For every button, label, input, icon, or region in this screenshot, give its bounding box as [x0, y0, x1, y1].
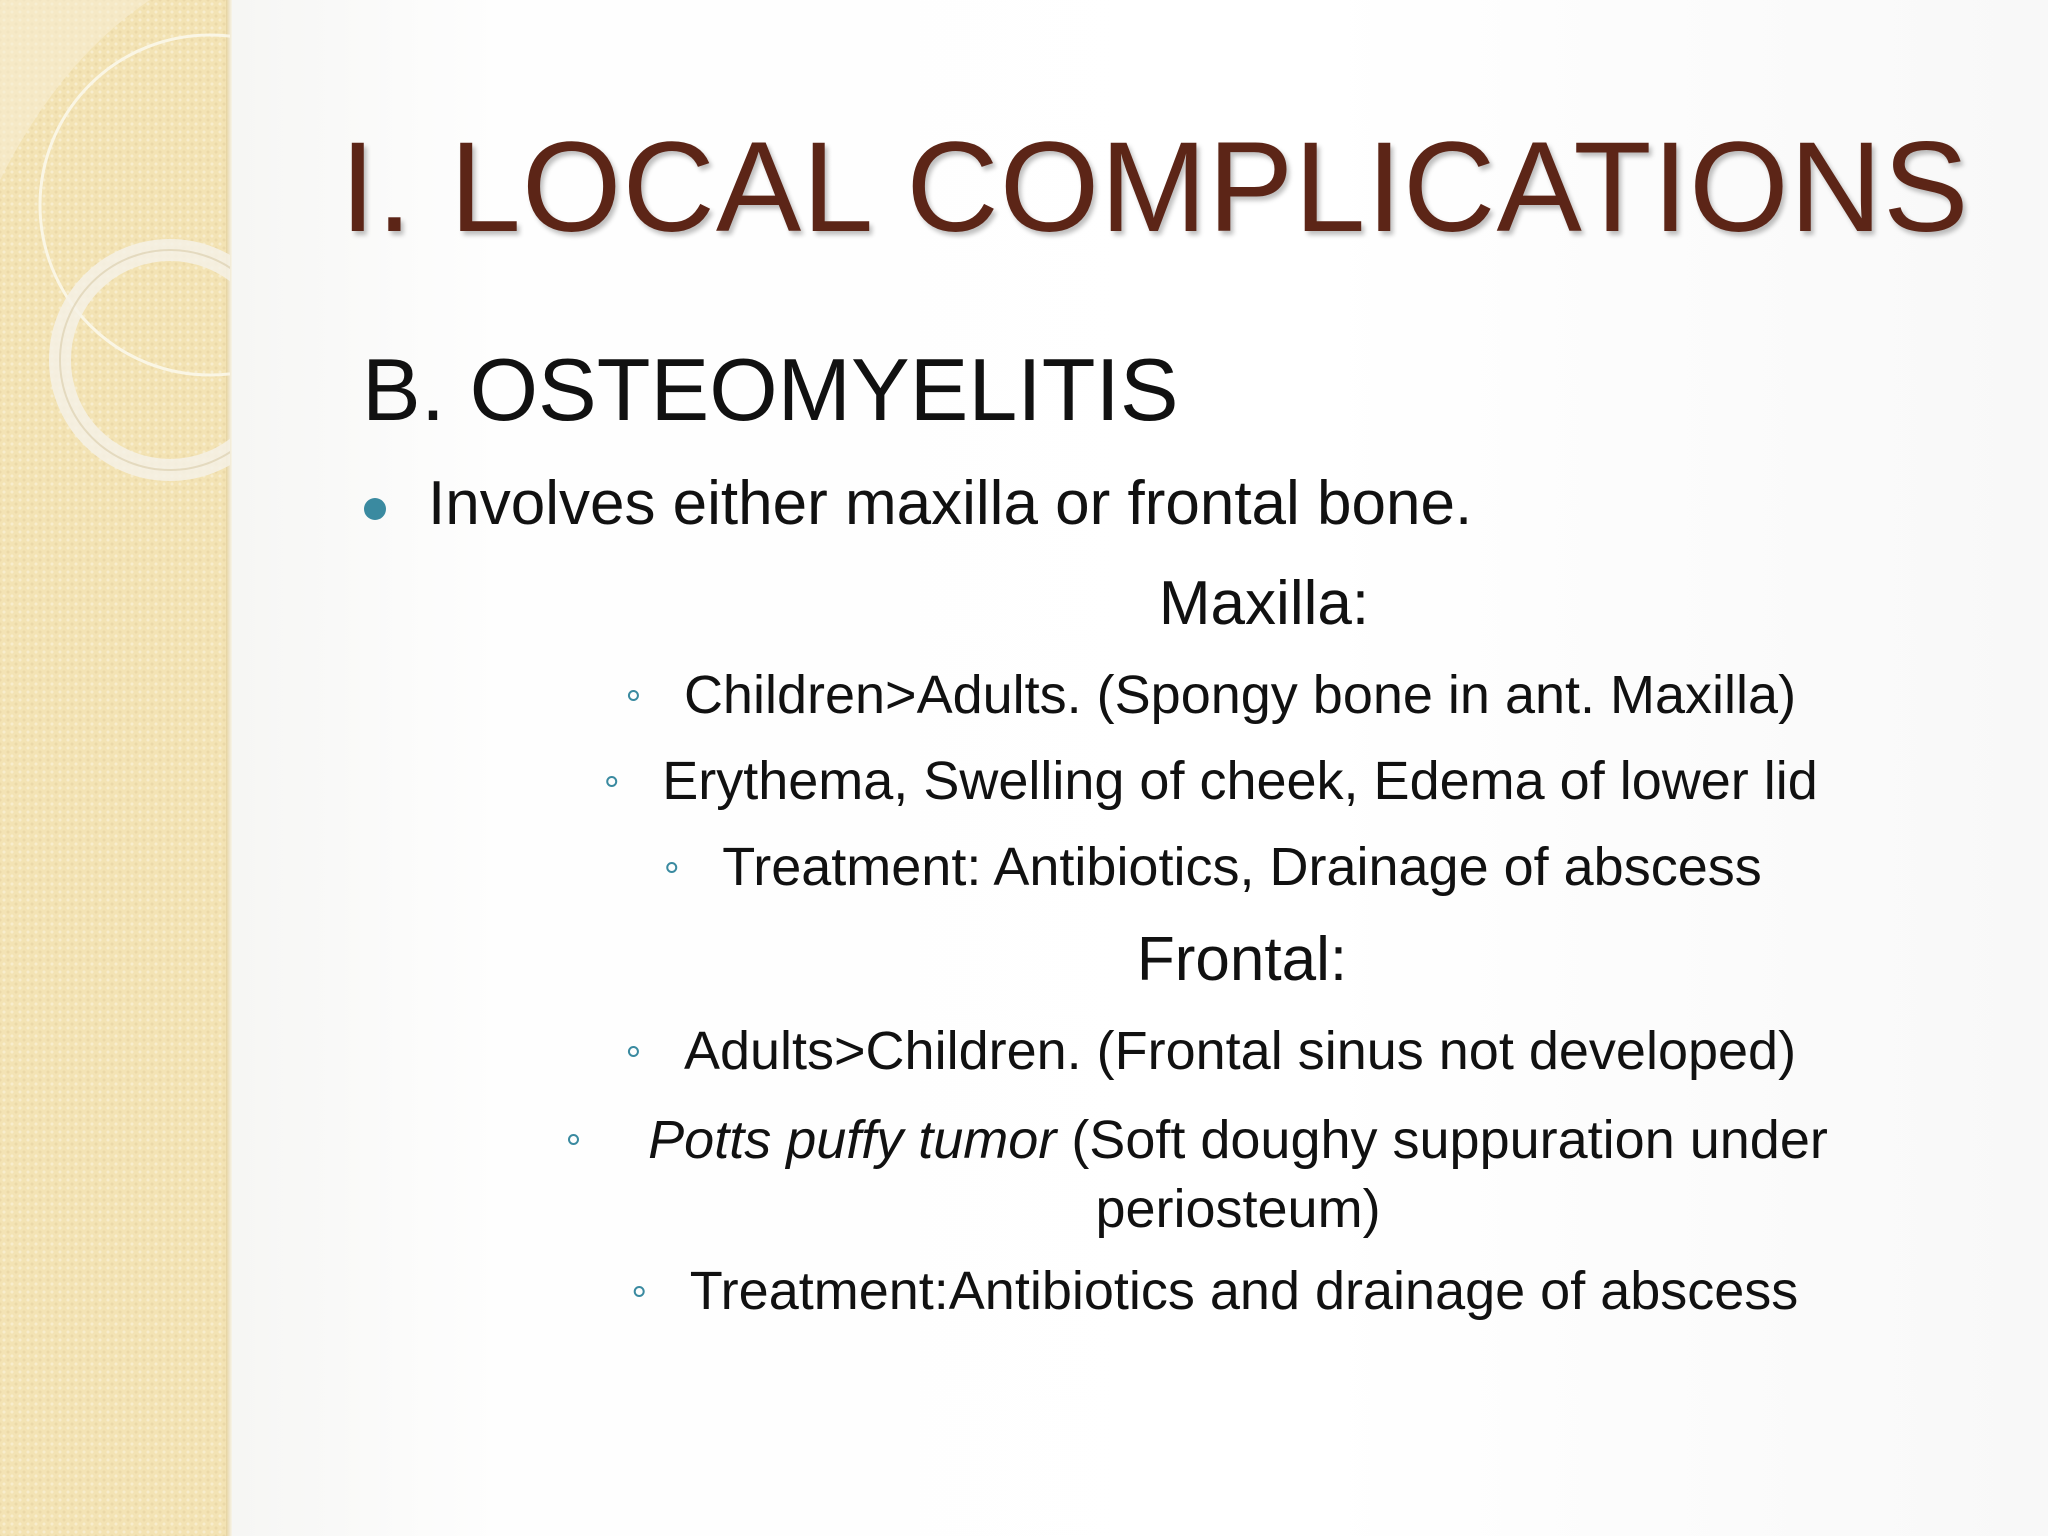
hollow-bullet-icon [634, 1286, 645, 1297]
frontal-item-text: Treatment:Antibiotics and drainage of abscess [689, 1261, 1799, 1321]
frontal-item [690, 1262, 1799, 1321]
bullet-dot-icon [364, 498, 386, 520]
frontal-heading: Frontal: [1136, 925, 1348, 994]
maxilla-item-text: Children>Adults. (Spongy bone in ant. Maxilla) [683, 665, 1797, 725]
hollow-bullet-icon [568, 1134, 579, 1145]
frontal-item [684, 1022, 1796, 1081]
maxilla-item [662, 752, 1818, 811]
maxilla-heading: Maxilla: [1158, 569, 1370, 638]
maxilla-item-text: Treatment: Antibiotics, Drainage of abscess [722, 837, 1762, 897]
frontal-item-wrapped [568, 1106, 1908, 1244]
hollow-bullet-icon [628, 1046, 639, 1057]
frontal-item-text: (Soft doughy suppuration under periosteum) [1056, 1110, 1828, 1240]
hollow-bullet-icon [606, 776, 617, 787]
potts-puffy-tumor-term: Potts puffy tumor [648, 1110, 1057, 1170]
slide-title: I. LOCAL COMPLICATIONS [340, 116, 1970, 259]
section-heading: B. OSTEOMYELITIS [362, 340, 1179, 439]
small-ring [60, 250, 240, 470]
maxilla-item [722, 838, 1762, 897]
maxilla-item [684, 666, 1796, 725]
hollow-bullet-icon [666, 862, 677, 873]
corner-glow [0, 0, 150, 180]
maxilla-item-text: Erythema, Swelling of cheek, Edema of lower lid [662, 751, 1818, 811]
hollow-bullet-icon [628, 690, 639, 701]
main-bullet-text: Involves either maxilla or frontal bone. [428, 469, 1473, 538]
decorative-circles [0, 0, 240, 520]
frontal-item-text: Adults>Children. (Frontal sinus not developed) [683, 1021, 1797, 1081]
